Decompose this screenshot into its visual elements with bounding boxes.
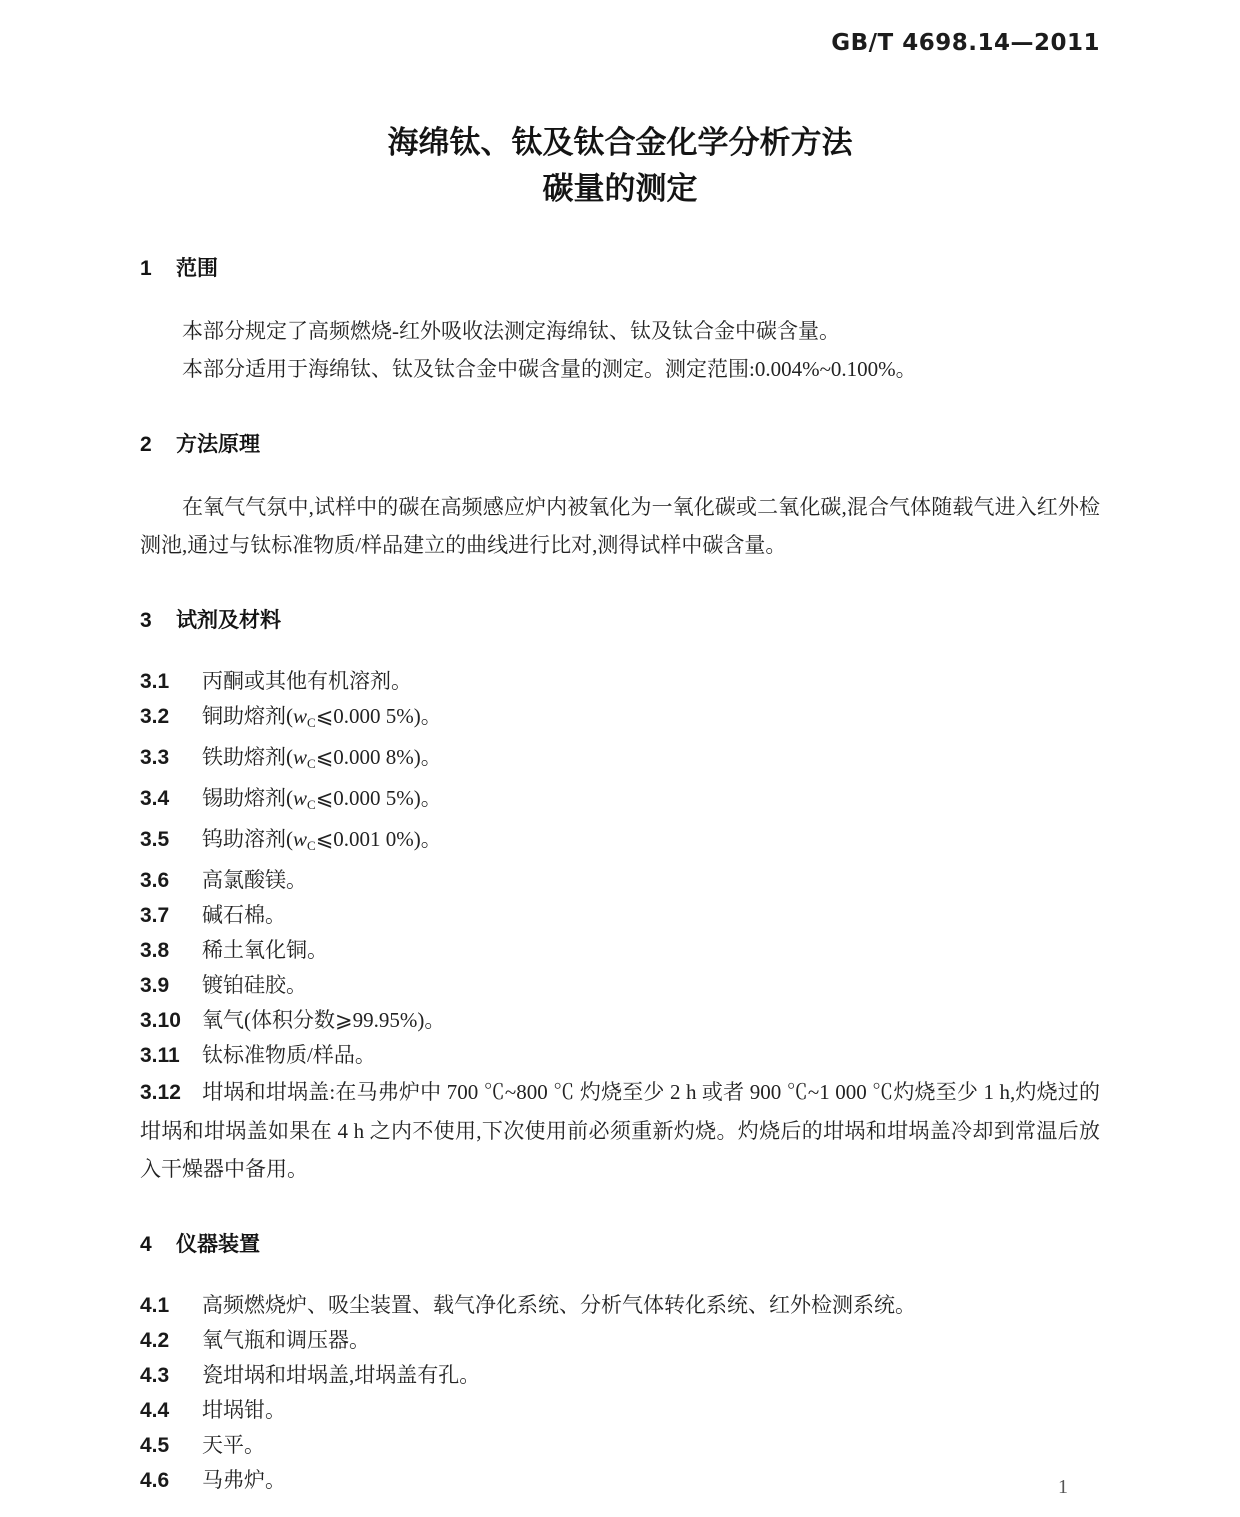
clause-text: 钛标准物质/样品。	[202, 1043, 376, 1067]
clause-text: 天平。	[202, 1433, 265, 1457]
clause-text: 高氯酸镁。	[202, 868, 307, 892]
section-number: 2	[140, 433, 152, 456]
section-heading-4	[140, 1232, 1100, 1258]
clause-number: 3.6	[140, 869, 170, 892]
paragraph: 本部分适用于海绵钛、钛及钛合金中碳含量的测定。测定范围:0.004%~0.100%。	[182, 357, 917, 381]
clause-number: 4.1	[140, 1294, 170, 1317]
clause-text: 稀土氧化铜。	[202, 938, 328, 962]
document-title	[140, 120, 1100, 212]
clause-item-3.7	[140, 898, 1100, 933]
clause-number: 3.9	[140, 974, 170, 997]
clause-item-3.1	[140, 664, 1100, 699]
clause-item-3.3	[140, 740, 1100, 781]
standard-number-header: GB/T 4698.14—2011	[831, 30, 1100, 56]
clause-number: 3.1	[140, 670, 170, 693]
section-number: 3	[140, 609, 152, 632]
clause-number: 3.12	[140, 1081, 181, 1104]
clause-item-3.2	[140, 699, 1100, 740]
clause-number: 3.7	[140, 904, 170, 927]
section-heading-2	[140, 432, 1100, 458]
clause-text: 高频燃烧炉、吸尘装置、载气净化系统、分析气体转化系统、红外检测系统。	[202, 1293, 916, 1317]
clause-text: 氧气瓶和调压器。	[202, 1328, 370, 1352]
clause-item-3.6	[140, 863, 1100, 898]
clause-text: 坩埚钳。	[202, 1398, 286, 1422]
clause-item-3.11	[140, 1038, 1100, 1073]
clause-text: 马弗炉。	[202, 1468, 286, 1492]
section-heading-1	[140, 256, 1100, 282]
clause-number: 4.4	[140, 1399, 170, 1422]
clause-text: 铜助熔剂($w_C⩽0.000$ 5%)。	[202, 704, 442, 730]
page-number: 1	[1058, 1476, 1068, 1498]
clause-item-3.12	[140, 1073, 1100, 1188]
clause-item-4.4	[140, 1393, 1100, 1428]
clause-text: 氧气(体积分数⩾99.95%)。	[202, 1008, 446, 1032]
clause-item-4.2	[140, 1323, 1100, 1358]
clause-item-3.5	[140, 822, 1100, 863]
clause-text: 镀铂硅胶。	[202, 973, 307, 997]
clause-number: 4.6	[140, 1469, 170, 1492]
clause-item-3.4	[140, 781, 1100, 822]
clause-number: 3.10	[140, 1009, 181, 1032]
section-number: 4	[140, 1233, 152, 1256]
document-title-line2: 碳量的测定	[542, 171, 698, 206]
clause-item-4.5	[140, 1428, 1100, 1463]
clause-text: 碱石棉。	[202, 903, 286, 927]
clause-item-4.3	[140, 1358, 1100, 1393]
clause-number: 4.2	[140, 1329, 170, 1352]
clause-number: 3.8	[140, 939, 170, 962]
clause-number: 4.3	[140, 1364, 170, 1387]
clause-item-3.8	[140, 933, 1100, 968]
clause-text: 瓷坩埚和坩埚盖,坩埚盖有孔。	[202, 1363, 481, 1387]
paragraph: 在氧气气氛中,试样中的碳在高频感应炉内被氧化为一氧化碳或二氧化碳,混合气体随载气进入红外检测池,通过与钛标准物质/样品建立的曲线进行比对,测得试样中碳含量。	[140, 495, 1100, 557]
clause-text: 丙酮或其他有机溶剂。	[202, 669, 412, 693]
clause-item-4.1	[140, 1288, 1100, 1323]
section-title: 范围	[176, 257, 218, 280]
clause-number: 3.2	[140, 705, 170, 728]
clause-item-3.9	[140, 968, 1100, 1003]
section-title: 方法原理	[176, 433, 260, 456]
document-body	[140, 256, 1100, 1498]
clause-number: 3.11	[140, 1044, 180, 1067]
clause-text: 钨助溶剂($w_C⩽0.001$ 0%)。	[202, 827, 442, 853]
clause-text: 锡助熔剂($w_C⩽0.000$ 5%)。	[202, 786, 442, 812]
clause-number: 3.5	[140, 828, 170, 851]
section-heading-3	[140, 608, 1100, 634]
clause-text: 铁助熔剂($w_C⩽0.000$ 8%)。	[202, 745, 442, 771]
document-title-line1: 海绵钛、钛及钛合金化学分析方法	[387, 125, 853, 160]
paragraph: 本部分规定了高频燃烧-红外吸收法测定海绵钛、钛及钛合金中碳含量。	[182, 319, 840, 343]
clause-text: 坩埚和坩埚盖:在马弗炉中 700 ℃~800 ℃ 灼烧至少 2 h 或者 900 ℃~1 000 ℃灼烧至少 1 h,灼烧过的坩埚和坩埚盖如果在 4 h 之内不使用,下次使用前必须重新灼烧。灼烧后的坩埚和坩埚盖冷却到常温后放入干燥器中备用。	[140, 1080, 1100, 1181]
clause-number: 3.4	[140, 787, 170, 810]
clause-number: 3.3	[140, 746, 170, 769]
section-title: 试剂及材料	[176, 609, 281, 632]
section-number: 1	[140, 257, 152, 280]
clause-number: 4.5	[140, 1434, 170, 1457]
clause-item-3.10	[140, 1003, 1100, 1038]
clause-item-4.6	[140, 1463, 1100, 1498]
section-title: 仪器装置	[176, 1233, 260, 1256]
